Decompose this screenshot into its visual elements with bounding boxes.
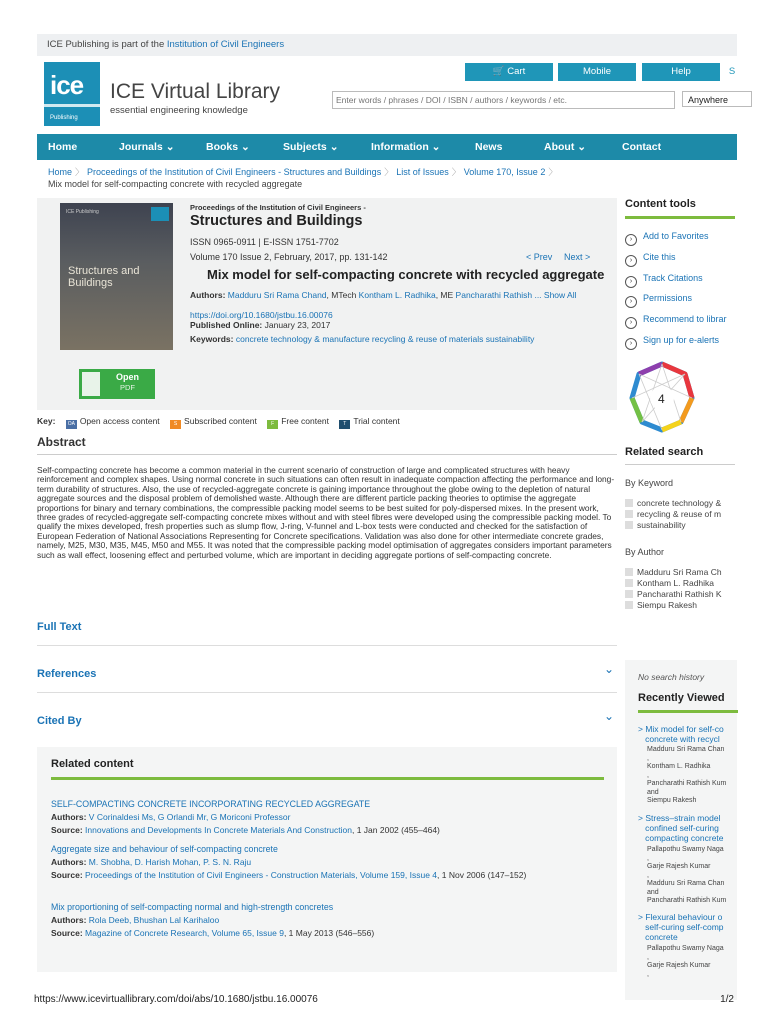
crumb-volume[interactable]: Volume 170, Issue 2 — [463, 167, 546, 177]
site-title: ICE Virtual Library — [110, 80, 281, 103]
nav-about[interactable]: About ⌄ — [544, 141, 587, 153]
recently-viewed-heading: Recently Viewed — [638, 692, 725, 704]
cart-label: Cart — [507, 66, 526, 77]
related-item-title[interactable]: Aggregate size and behaviour of self-compacting concrete — [51, 844, 278, 854]
open-access-icon: OA — [67, 421, 75, 427]
chevron-down-icon: ⌄ — [241, 141, 250, 153]
recent-item-authors: Pallapothu Swamy Naga , Garje Rajesh Kumar , — [647, 945, 724, 978]
chevron-down-icon[interactable]: ⌄ — [604, 709, 615, 723]
by-author-label: By Author — [625, 547, 665, 557]
nav-subjects[interactable]: Subjects ⌄ — [283, 141, 339, 153]
nav-information[interactable]: Information ⌄ — [371, 141, 441, 153]
print-footer — [34, 994, 734, 1005]
ice-bar-text: ICE Publishing is part of the — [47, 39, 167, 50]
track-citations-link[interactable]: › Track Citations — [625, 273, 703, 288]
related-item-source: Source: Proceedings of the Institution of Civil Engineers - Construction Materials, Volume 159, Issue 4, 1 Nov 2006 (147–152) — [51, 870, 527, 880]
add-to-favorites-link[interactable]: › Add to Favorites — [625, 231, 709, 246]
checkbox-icon — [625, 510, 633, 518]
nav-books[interactable]: Books ⌄ — [206, 141, 250, 153]
volume-info: Volume 170 Issue 2, February, 2017, pp. 131-142 — [190, 252, 388, 262]
crumb-current: Mix model for self-compacting concrete with recycled aggregate — [48, 179, 303, 189]
related-item-authors: Authors: Rola Deeb, Bhushan Lal Karihaloo — [51, 915, 220, 925]
permissions-link[interactable]: › Permissions — [625, 293, 692, 308]
related-item-source: Source: Innovations and Developments In Concrete Materials And Construction, 1 Jan 2002 (455–464) — [51, 825, 440, 835]
divider — [37, 645, 617, 646]
crumb-issues[interactable]: List of Issues — [396, 167, 449, 177]
divider — [37, 454, 617, 455]
chevron-right-icon: › — [625, 276, 637, 288]
author-checkbox[interactable]: Siempu Rakesh — [625, 600, 697, 611]
show-all-authors-link[interactable]: ... Show All — [532, 290, 577, 300]
chevron-down-icon: ⌄ — [431, 141, 441, 153]
cover-publisher: ICE Publishing — [66, 209, 99, 215]
search-scope-select[interactable]: Anywhere — [682, 91, 752, 107]
pdf-icon — [82, 372, 100, 396]
no-search-history: No search history — [638, 672, 705, 682]
logo-sub: Publishing — [50, 115, 78, 121]
journal-title[interactable]: Structures and Buildings — [190, 213, 363, 229]
checkbox-icon — [625, 568, 633, 576]
recent-item-title[interactable]: > Stress–strain model confined self-curing compacting concrete — [638, 813, 724, 843]
cart-icon: 🛒 — [492, 66, 505, 77]
ice-link[interactable]: Institution of Civil Engineers — [166, 39, 285, 50]
divider — [625, 464, 735, 465]
related-item-source: Source: Magazine of Concrete Research, Volume 65, Issue 9, 1 May 2013 (546–556) — [51, 928, 375, 938]
nav-news[interactable]: News — [475, 141, 503, 153]
related-search-heading: Related search — [625, 446, 704, 458]
open-pdf-button[interactable] — [79, 369, 155, 399]
related-content-heading: Related content — [51, 758, 134, 770]
subscribed-icon: S — [170, 420, 181, 429]
related-item-title[interactable]: SELF-COMPACTING CONCRETE INCORPORATING RECYCLED AGGREGATE — [51, 799, 371, 809]
extra-button[interactable]: S — [726, 63, 738, 81]
author-link[interactable]: Kontham L. Radhika — [358, 290, 436, 300]
cited-by-toggle[interactable]: Cited By — [37, 715, 82, 727]
author-checkbox[interactable]: Kontham L. Radhika — [625, 578, 714, 589]
full-text-link[interactable]: Full Text — [37, 621, 82, 633]
trial-icon: T — [339, 420, 350, 429]
published-date: Published Online: January 23, 2017 — [190, 320, 331, 330]
chevron-right-icon: › — [625, 234, 637, 246]
keyword-checkbox[interactable]: sustainability — [625, 520, 686, 531]
next-article-link[interactable]: Next > — [564, 252, 591, 262]
altmetric-score: 4 — [658, 392, 665, 406]
main-nav — [37, 134, 737, 160]
checkbox-icon — [625, 590, 633, 598]
abstract-heading: Abstract — [37, 435, 86, 449]
chevron-right-icon: › — [625, 255, 637, 267]
ice-logo[interactable] — [44, 62, 100, 126]
related-item-authors: Authors: M. Shobha, D. Harish Mohan, P. S. N. Raju — [51, 857, 252, 867]
access-key-legend: Key: OA Open access content S Subscribed content F Free content T Trial content — [37, 416, 400, 427]
author-link[interactable]: Madduru Sri Rama Chand — [227, 290, 327, 300]
author-checkbox[interactable]: Madduru Sri Rama Ch — [625, 567, 722, 578]
prev-article-link[interactable]: < Prev — [526, 252, 553, 262]
site-subtitle: essential engineering knowledge — [110, 105, 248, 116]
open-pdf-sub: PDF — [120, 383, 135, 392]
article-authors: Authors: Madduru Sri Rama Chand, MTech Kontham L. Radhika, ME Pancharathi Rathish ... Show All — [190, 290, 577, 300]
recent-item-authors: Madduru Sri Rama Chan , Kontham L. Radhika , Pancharathi Rathish Kum and Siempu Rakesh — [647, 746, 727, 804]
recommend-link[interactable]: › Recommend to librar — [625, 314, 727, 329]
crumb-home[interactable]: Home — [48, 167, 73, 177]
keywords: Keywords: concrete technology & manufacture recycling & reuse of materials sustainability — [190, 334, 535, 344]
abstract-text: Self-compacting concrete has become a common material in the current scenario of construction of large and complicated structures with heavy reinforcement and complex shapes. Using normal concrete in such situations can often result in inadequate compaction affecting the performance and long-term durability of structures. Also, the use of recycled-aggregate concrete is gaining importance throughout the globe owing to the depletion of natural aggregate sources and the disposal problem of demolished waste. Although there are different particle packing theories to optimise the aggregate proportions for binary and ternary combinations, the compressible packing model seems to be best suited for poly-dispersed mixes. In the present work, three grades of recycled-aggregate self-compacting concrete mixes without and with steel fibres were developed using the compressible packing model. To qualify the mixes developed, fresh properties such as slump flow, J-ring, V-funnel and L-box tests were conducted and checked for the satisfaction of European Federation of National Associations Representing for Concrete specifications. Validation was also done for other intermediate concrete grades, namely, M25, M30, M35, M45, M50 and M55. It was noted that the compressible packing model optimisation of aggregates considers important parameters such as wall effect, loosening effect and perturbed volume, which are important in deciding aggregate portions of self-compacting concrete. — [37, 465, 615, 560]
breadcrumb: Home 〉 Proceedings of the Institution of Civil Engineers - Structures and Buildings 〉 List of Issues 〉 Volume 170, Issue 2 〉 Mix model for self-compacting concrete with recycled aggregate — [48, 167, 558, 189]
chevron-down-icon: ⌄ — [577, 141, 587, 153]
help-button[interactable]: Help — [642, 63, 720, 81]
doi-link[interactable]: https://doi.org/10.1680/jstbu.16.00076 — [190, 310, 333, 320]
author-link[interactable]: Pancharathi Rathish — [455, 290, 533, 300]
references-toggle[interactable]: References — [37, 668, 97, 680]
cover-logo — [151, 207, 169, 221]
recent-item-authors: Pallapothu Swamy Naga , Garje Rajesh Kumar , Madduru Sri Rama Chan and Pancharathi Rathish Kum — [647, 846, 727, 904]
chevron-down-icon: ⌄ — [165, 141, 175, 153]
chevron-down-icon[interactable]: ⌄ — [604, 662, 615, 676]
print-url: https://www.icevirtuallibrary.com/doi/abs/10.1680/jstbu.16.00076 — [34, 994, 318, 1005]
chevron-right-icon: › — [625, 296, 637, 308]
keyword-links[interactable]: concrete technology & manufacture recycling & reuse of materials sustainability — [235, 334, 535, 344]
checkbox-icon — [625, 579, 633, 587]
nav-contact[interactable]: Contact — [622, 141, 662, 153]
e-alerts-link[interactable]: › Sign up for e-alerts — [625, 335, 719, 350]
nav-home[interactable]: Home — [48, 141, 78, 153]
print-page-number: 1/2 — [720, 994, 734, 1005]
divider — [625, 216, 735, 219]
open-pdf-label: Open — [116, 372, 140, 382]
checkbox-icon — [625, 601, 633, 609]
altmetric-badge[interactable] — [625, 358, 700, 438]
chevron-right-icon: › — [625, 317, 637, 329]
proceedings-label: Proceedings of the Institution of Civil Engineers - — [190, 203, 366, 212]
by-keyword-label: By Keyword — [625, 478, 674, 488]
journal-cover-image[interactable] — [60, 203, 173, 350]
search-input[interactable] — [332, 91, 675, 109]
author-checkbox[interactable]: Pancharathi Rathish K — [625, 589, 722, 600]
cart-button[interactable] — [465, 63, 553, 81]
issn: ISSN 0965-0911 | E-ISSN 1751-7702 — [190, 237, 339, 247]
keyword-checkbox[interactable]: concrete technology & — [625, 498, 721, 509]
recent-item-title[interactable]: > Mix model for self-co concrete with recycl — [638, 724, 724, 744]
chevron-right-icon: › — [625, 338, 637, 350]
chevron-down-icon: ⌄ — [329, 141, 339, 153]
cover-title: Structures and Buildings — [68, 265, 140, 289]
checkbox-icon — [625, 521, 633, 529]
logo-mark: ice — [50, 70, 84, 100]
divider — [638, 710, 738, 713]
article-title: Mix model for self-compacting concrete with recycled aggregate — [207, 267, 605, 282]
content-tools-heading: Content tools — [625, 198, 696, 210]
logo-line — [44, 104, 100, 107]
nav-journals[interactable]: Journals ⌄ — [119, 141, 175, 153]
mobile-button[interactable]: Mobile — [558, 63, 636, 81]
checkbox-icon — [625, 499, 633, 507]
free-icon: F — [267, 420, 278, 429]
crumb-journal[interactable]: Proceedings of the Institution of Civil Engineers - Structures and Buildings — [87, 167, 382, 177]
divider — [37, 692, 617, 693]
related-item-title[interactable]: Mix proportioning of self-compacting normal and high-strength concretes — [51, 902, 334, 912]
related-item-authors: Authors: V Corinaldesi Ms, G Orlandi Mr, G Moriconi Professor — [51, 812, 291, 822]
keyword-checkbox[interactable]: recycling & reuse of m — [625, 509, 721, 520]
recent-item-title[interactable]: > Flexural behaviour o self-curing self-comp concrete — [638, 912, 724, 942]
divider — [51, 777, 604, 780]
cite-this-link[interactable]: › Cite this — [625, 252, 676, 267]
ice-publishing-bar — [37, 34, 737, 56]
